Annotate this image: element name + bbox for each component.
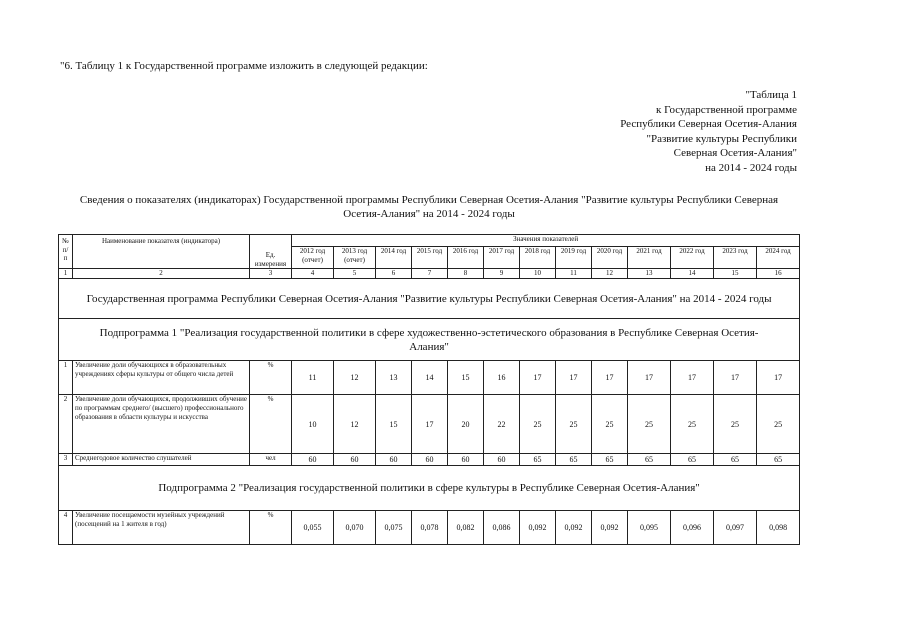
indicator-value: 15 <box>376 395 412 454</box>
header-year: 2014 год <box>376 247 412 269</box>
indicator-value: 12 <box>334 395 376 454</box>
header-values-group: Значения показателей <box>292 235 800 247</box>
indicator-value: 17 <box>671 361 714 395</box>
indicator-value: 0,082 <box>448 511 484 545</box>
header-no: № п/п <box>59 235 73 269</box>
indicator-name: Увеличение посещаемости музейных учреждений (посещений на 1 жителя в год) <box>73 511 250 545</box>
indicator-value: 0,070 <box>334 511 376 545</box>
column-number: 9 <box>484 269 520 279</box>
indicator-value: 10 <box>292 395 334 454</box>
indicators-table <box>58 234 800 545</box>
table-row <box>59 395 800 454</box>
caption-line: Республики Северная Осетия-Алания <box>620 118 797 130</box>
indicator-value: 65 <box>520 454 556 466</box>
program-row: Государственная программа Республики Северная Осетия-Алания "Развитие культуры Республики Северная Осетия-Алания" на 2014 - 2024 годы <box>59 279 800 319</box>
indicator-value: 17 <box>520 361 556 395</box>
indicator-value: 60 <box>412 454 448 466</box>
indicator-value: 25 <box>714 395 757 454</box>
indicator-value: 25 <box>671 395 714 454</box>
header-name: Наименование показателя (индикатора) <box>73 235 250 269</box>
indicator-value: 0,055 <box>292 511 334 545</box>
column-number: 3 <box>250 269 292 279</box>
indicator-unit: чел <box>250 454 292 466</box>
indicator-value: 13 <box>376 361 412 395</box>
table-caption-block <box>620 88 797 175</box>
caption-line: "Таблица 1 <box>745 89 797 101</box>
header-year: 2024 год <box>757 247 800 269</box>
indicator-value: 25 <box>556 395 592 454</box>
caption-line: Северная Осетия-Алания" <box>673 147 797 159</box>
header-year: 2018 год <box>520 247 556 269</box>
indicator-name: Увеличение доли обучающихся, продолживших обучение по программам среднего/ (высшего) профессионального образования в области культуры и искусства <box>73 395 250 454</box>
indicator-value: 0,075 <box>376 511 412 545</box>
indicator-value: 0,095 <box>628 511 671 545</box>
indicator-value: 17 <box>412 395 448 454</box>
indicator-value: 0,078 <box>412 511 448 545</box>
caption-line: к Государственной программе <box>656 103 797 116</box>
column-number: 15 <box>714 269 757 279</box>
column-number: 11 <box>556 269 592 279</box>
column-number: 4 <box>292 269 334 279</box>
row-number: 2 <box>59 395 73 454</box>
indicator-value: 60 <box>334 454 376 466</box>
indicator-name: Увеличение доли обучающихся в образовательных учреждениях сферы культуры от общего числа детей <box>73 361 250 395</box>
indicator-value: 65 <box>671 454 714 466</box>
document-title: Сведения о показателях (индикаторах) Государственной программы Республики Северная Осетия-Алания "Развитие культуры Республики Северная Осетия-Алания" на 2014 - 2024 годы <box>79 194 779 220</box>
indicator-value: 17 <box>592 361 628 395</box>
header-year: 2016 год <box>448 247 484 269</box>
indicator-value: 22 <box>484 395 520 454</box>
indicator-value: 25 <box>592 395 628 454</box>
indicator-value: 17 <box>628 361 671 395</box>
column-number: 2 <box>73 269 250 279</box>
indicator-value: 65 <box>714 454 757 466</box>
header-year: 2023 год <box>714 247 757 269</box>
indicator-value: 65 <box>556 454 592 466</box>
header-year: 2013 год (отчет) <box>334 247 376 269</box>
column-number: 16 <box>757 269 800 279</box>
table-row <box>59 361 800 395</box>
header-year: 2012 год (отчет) <box>292 247 334 269</box>
indicator-value: 17 <box>714 361 757 395</box>
subprogram-1-row: Подпрограмма 1 "Реализация государственной политики в сфере художественно-эстетического образования в Республике Северная Осетия-Алания" <box>59 319 800 361</box>
indicator-value: 0,092 <box>520 511 556 545</box>
caption-line: на 2014 - 2024 годы <box>705 161 797 174</box>
column-number: 10 <box>520 269 556 279</box>
indicator-value: 60 <box>448 454 484 466</box>
header-year: 2021 год <box>628 247 671 269</box>
indicator-value: 15 <box>448 361 484 395</box>
intro-text: "6. Таблицу 1 к Государственной программе изложить в следующей редакции: <box>60 60 428 72</box>
row-number: 1 <box>59 361 73 395</box>
indicator-value: 60 <box>292 454 334 466</box>
indicator-unit: % <box>250 361 292 395</box>
indicator-value: 0,097 <box>714 511 757 545</box>
column-number: 12 <box>592 269 628 279</box>
header-year: 2022 год <box>671 247 714 269</box>
indicator-value: 0,096 <box>671 511 714 545</box>
row-number: 4 <box>59 511 73 545</box>
indicator-value: 0,098 <box>757 511 800 545</box>
indicator-value: 17 <box>757 361 800 395</box>
table-row <box>59 511 800 545</box>
column-number: 7 <box>412 269 448 279</box>
column-number: 5 <box>334 269 376 279</box>
column-number: 14 <box>671 269 714 279</box>
indicator-value: 60 <box>484 454 520 466</box>
indicator-value: 65 <box>628 454 671 466</box>
indicator-unit: % <box>250 511 292 545</box>
indicator-value: 14 <box>412 361 448 395</box>
indicator-value: 12 <box>334 361 376 395</box>
indicator-value: 17 <box>556 361 592 395</box>
column-number: 6 <box>376 269 412 279</box>
header-year: 2019 год <box>556 247 592 269</box>
header-year: 2015 год <box>412 247 448 269</box>
indicator-value: 20 <box>448 395 484 454</box>
indicator-value: 0,092 <box>592 511 628 545</box>
indicator-unit: % <box>250 395 292 454</box>
table-row <box>59 454 800 466</box>
indicator-value: 16 <box>484 361 520 395</box>
row-number: 3 <box>59 454 73 466</box>
subprogram-2-row: Подпрограмма 2 "Реализация государственной политики в сфере культуры в Республике Северная Осетия-Алания" <box>59 466 800 511</box>
header-year: 2017 год <box>484 247 520 269</box>
indicator-value: 65 <box>757 454 800 466</box>
indicator-value: 0,086 <box>484 511 520 545</box>
indicator-value: 65 <box>592 454 628 466</box>
column-number: 8 <box>448 269 484 279</box>
indicator-value: 11 <box>292 361 334 395</box>
indicator-value: 25 <box>628 395 671 454</box>
indicator-value: 0,092 <box>556 511 592 545</box>
column-number: 1 <box>59 269 73 279</box>
caption-line: "Развитие культуры Республики <box>646 132 797 145</box>
header-unit: Ед. измерения <box>250 235 292 269</box>
indicator-value: 25 <box>520 395 556 454</box>
column-number: 13 <box>628 269 671 279</box>
indicator-value: 25 <box>757 395 800 454</box>
indicator-value: 60 <box>376 454 412 466</box>
header-year: 2020 год <box>592 247 628 269</box>
indicator-name: Среднегодовое количество слушателей <box>73 454 250 466</box>
